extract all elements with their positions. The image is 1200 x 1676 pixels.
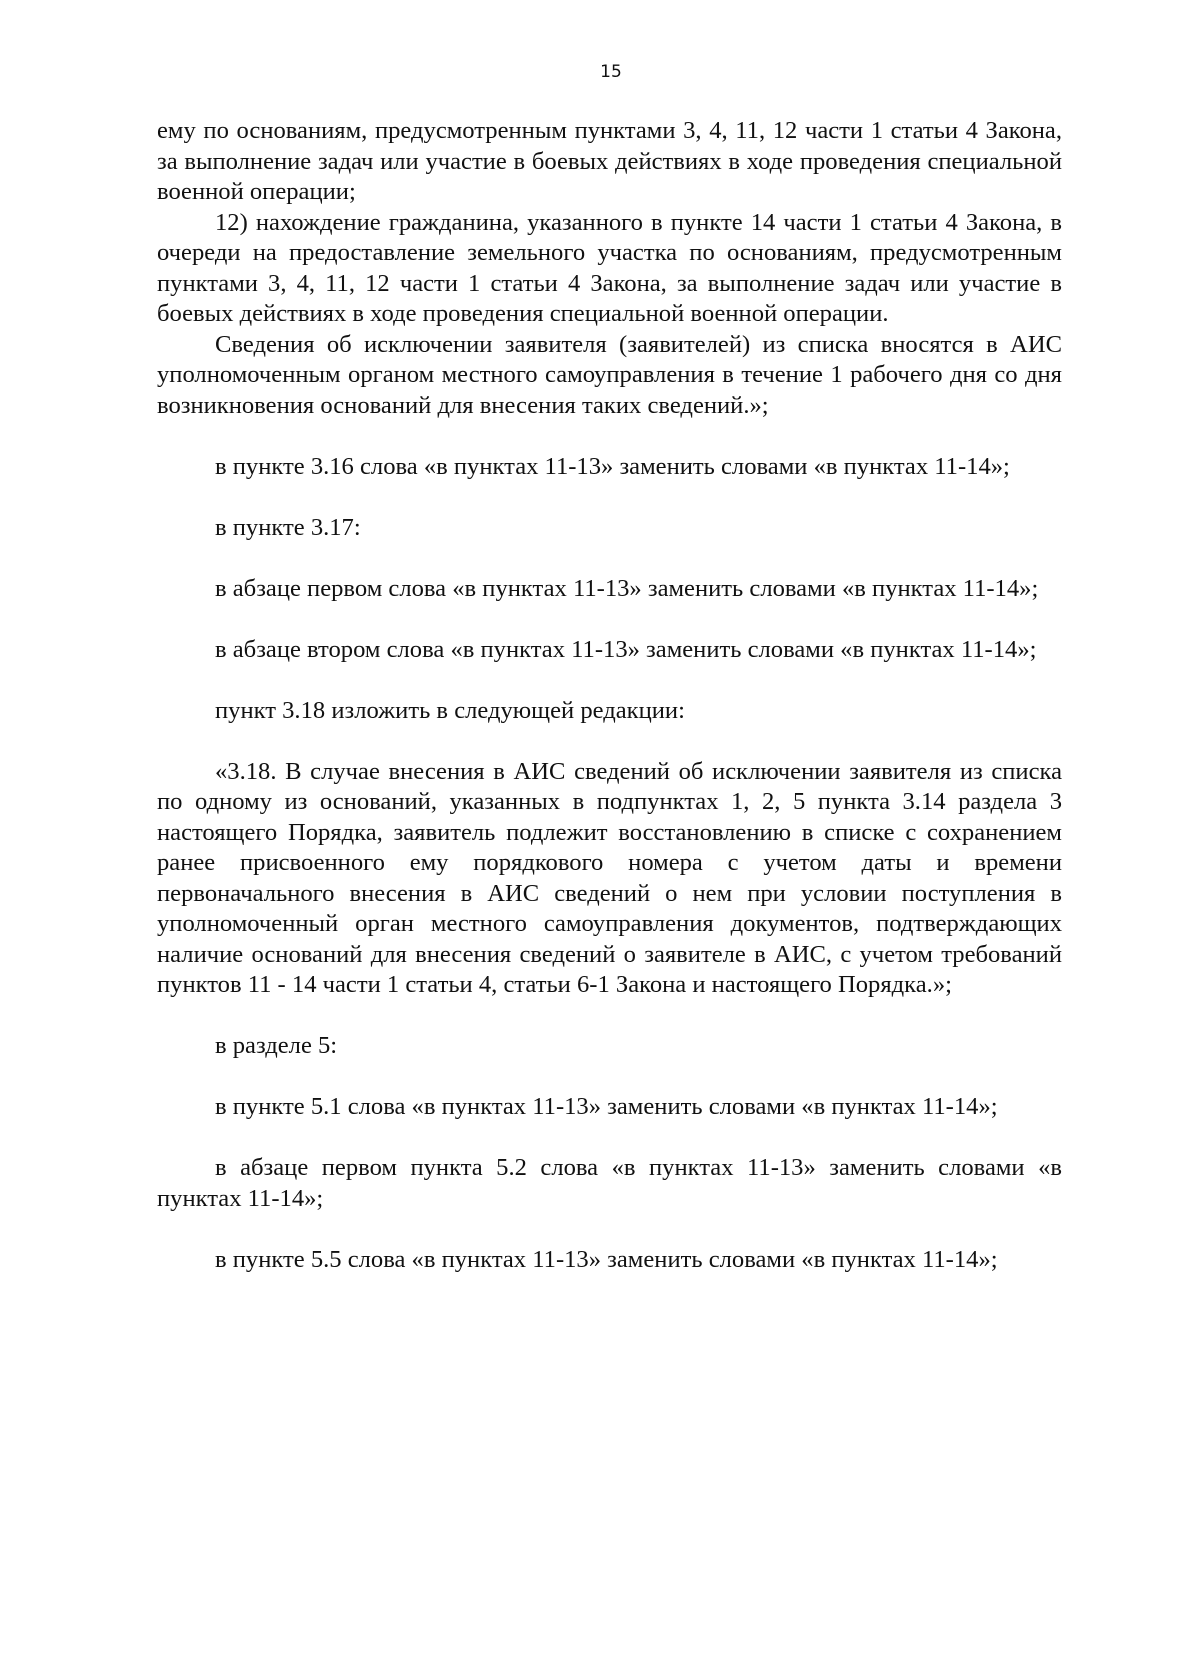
paragraph: в пункте 3.16 слова «в пунктах 11-13» заменить словами «в пунктах 11-14»; [215,452,1010,480]
page-number: 15 [600,62,622,82]
paragraph: в абзаце втором слова «в пунктах 11-13» заменить словами «в пунктах 11-14»; [215,635,1037,663]
document-body [157,116,1062,1275]
paragraph: Сведения об исключении заявителя (заявителей) из списка вносятся в АИС уполномоченным органом местного самоуправления в течение 1 рабочего дня со дня возникновения оснований для внесения таких сведений.»; [157,330,1062,419]
paragraph: «3.18. В случае внесения в АИС сведений об исключении заявителя из списка по одному из оснований, указанных в подпунктах 1, 2, 5 пункта 3.14 раздела 3 настоящего Порядка, заявитель подлежит восстановлению в списке с сохранением ранее присвоенного ему порядкового номера с учетом даты и времени первоначального внесения в АИС сведений о нем при условии поступления в уполномоченный орган местного самоуправления документов, подтверждающих наличие оснований для внесения сведений о заявителе в АИС, с учетом требований пунктов 11 - 14 части 1 статьи 4, статьи 6-1 Закона и настоящего Порядка.»; [157,757,1062,998]
paragraph: в разделе 5: [215,1032,338,1059]
paragraph: 12) нахождение гражданина, указанного в пункте 14 части 1 статьи 4 Закона, в очереди на предоставление земельного участка по основаниям, предусмотренным пунктами 3, 4, 11, 12 части 1 статьи 4 Закона, за выполнение задач или участие в боевых действиях в ходе проведения специальной военной операции. [157,208,1062,327]
paragraph: в пункте 5.5 слова «в пунктах 11-13» заменить словами «в пунктах 11-14»; [215,1245,998,1273]
paragraph: ему по основаниям, предусмотренным пунктами 3, 4, 11, 12 части 1 статьи 4 Закона, за выполнение задач или участие в боевых действиях в ходе проведения специальной военной операции; [157,117,1062,205]
paragraph: в абзаце первом слова «в пунктах 11-13» заменить словами «в пунктах 11-14»; [215,574,1039,602]
paragraph: в абзаце первом пункта 5.2 слова «в пунктах 11-13» заменить словами «в пунктах 11-14»; [157,1154,1062,1212]
paragraph: в пункте 3.17: [215,513,361,541]
paragraph: пункт 3.18 изложить в следующей редакции: [215,696,685,724]
paragraph: в пункте 5.1 слова «в пунктах 11-13» заменить словами «в пунктах 11-14»; [215,1093,998,1120]
